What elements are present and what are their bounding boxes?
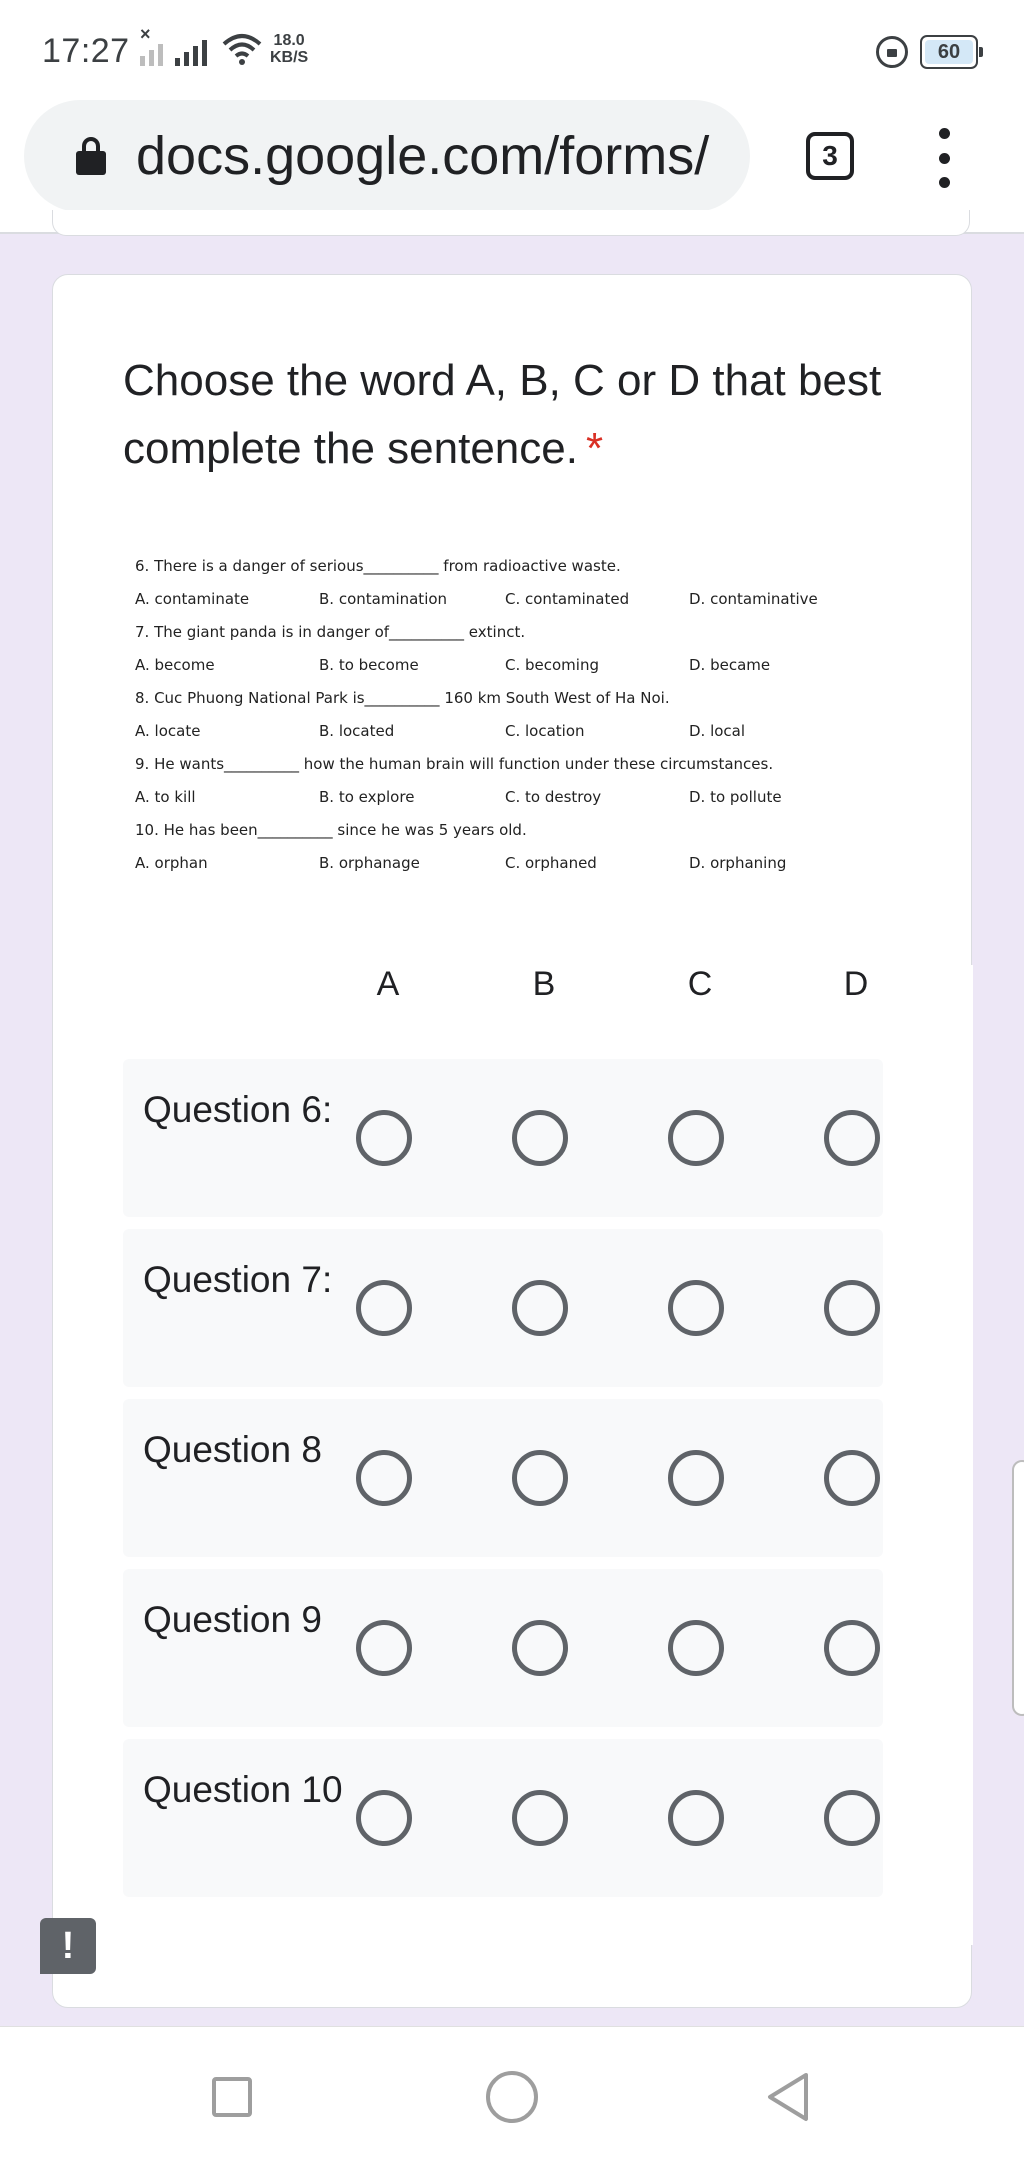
edge-panel-handle[interactable] (1012, 1460, 1024, 1716)
grid-row-question-10 (123, 1739, 883, 1897)
image-option: A. become (135, 656, 215, 674)
image-option: C. becoming (505, 656, 599, 674)
battery-icon (920, 35, 978, 69)
status-bar (0, 0, 1024, 92)
column-header-c: C (687, 965, 713, 1003)
image-option: A. contaminate (135, 590, 250, 608)
network-speed-unit: KB/S (270, 49, 309, 66)
radio-q9-a[interactable] (356, 1620, 412, 1676)
status-time: 17:27 (42, 32, 130, 70)
radio-q10-b[interactable] (512, 1790, 568, 1846)
image-option: C. to destroy (505, 788, 602, 806)
question-title-text: Choose the word A, B, C or D that best complete the sentence. (123, 356, 882, 473)
image-option: C. location (505, 722, 585, 740)
image-question-9: 9. He wants__________ how the human brain will function under these circumstances. (135, 755, 774, 773)
previous-card-edge (52, 210, 970, 236)
no-data-icon: × (140, 24, 151, 44)
image-options-6 (135, 590, 895, 612)
wifi-icon (222, 32, 262, 66)
radio-q6-d[interactable] (824, 1110, 880, 1166)
image-option: D. to pollute (689, 788, 782, 806)
image-options-9 (135, 788, 895, 810)
image-option: D. contaminative (689, 590, 818, 608)
image-option: A. orphan (135, 854, 208, 872)
image-option: B. to become (319, 656, 419, 674)
row-label: Question 6: (143, 1089, 333, 1130)
address-bar[interactable] (24, 100, 750, 212)
padlock-icon[interactable] (76, 137, 106, 175)
battery-level: 60 (937, 40, 961, 63)
radio-q6-a[interactable] (356, 1110, 412, 1166)
image-question-6: 6. There is a danger of serious__________ from radioactive waste. (135, 557, 621, 575)
rotation-lock-icon (876, 36, 908, 68)
radio-q7-d[interactable] (824, 1280, 880, 1336)
image-option: D. became (689, 656, 771, 674)
url-text[interactable]: docs.google.com/forms/ (136, 126, 710, 186)
radio-q10-a[interactable] (356, 1790, 412, 1846)
radio-q9-c[interactable] (668, 1620, 724, 1676)
image-option: B. orphanage (319, 854, 420, 872)
more-vert-icon[interactable] (930, 128, 958, 188)
image-question-7: 7. The giant panda is in danger of__________ extinct. (135, 623, 526, 641)
image-option: C. contaminated (505, 590, 630, 608)
row-label: Question 9 (143, 1599, 322, 1640)
radio-q8-b[interactable] (512, 1450, 568, 1506)
radio-q10-d[interactable] (824, 1790, 880, 1846)
radio-q8-c[interactable] (668, 1450, 724, 1506)
question-image (135, 557, 895, 897)
network-speed (270, 32, 308, 66)
image-option: A. to kill (135, 788, 196, 806)
scroll-fade (941, 965, 973, 1945)
radio-q9-b[interactable] (512, 1620, 568, 1676)
question-title (123, 347, 883, 483)
radio-q6-c[interactable] (668, 1110, 724, 1166)
row-label: Question 7: (143, 1259, 333, 1300)
image-option: D. orphaning (689, 854, 787, 872)
image-question-8: 8. Cuc Phuong National Park is__________ 160 km South West of Ha Noi. (135, 689, 670, 707)
radio-q10-c[interactable] (668, 1790, 724, 1846)
question-card (52, 274, 972, 2008)
column-header-b: B (532, 965, 556, 1003)
image-option: D. local (689, 722, 746, 740)
feedback-icon[interactable]: ! (40, 1918, 96, 1974)
image-option: B. contamination (319, 590, 448, 608)
grid-row-question-8 (123, 1399, 883, 1557)
radio-q7-b[interactable] (512, 1280, 568, 1336)
tab-switcher-button[interactable]: 3 (806, 132, 854, 180)
network-speed-value: 18.0 (273, 32, 305, 49)
image-option: A. locate (135, 722, 201, 740)
image-option: B. to explore (319, 788, 415, 806)
required-asterisk: * (585, 424, 604, 473)
triangle-back-icon[interactable] (764, 2071, 812, 2123)
column-header-a: A (376, 965, 400, 1003)
radio-q8-d[interactable] (824, 1450, 880, 1506)
radio-q7-a[interactable] (356, 1280, 412, 1336)
radio-q8-a[interactable] (356, 1450, 412, 1506)
image-options-8 (135, 722, 895, 744)
image-question-10: 10. He has been__________ since he was 5 years old. (135, 821, 527, 839)
image-option: C. orphaned (505, 854, 597, 872)
grid-row-question-7 (123, 1229, 883, 1387)
image-options-10 (135, 854, 895, 876)
row-label: Question 8 (143, 1429, 322, 1470)
signal-icon (140, 30, 207, 66)
row-label: Question 10 (143, 1769, 343, 1810)
grid-row-question-6 (123, 1059, 883, 1217)
image-options-7 (135, 656, 895, 678)
radio-q7-c[interactable] (668, 1280, 724, 1336)
radio-q6-b[interactable] (512, 1110, 568, 1166)
navigation-bar (0, 2026, 1024, 2162)
grid-row-question-9 (123, 1569, 883, 1727)
square-icon[interactable] (212, 2077, 252, 2117)
image-option: B. located (319, 722, 395, 740)
column-header-d: D (843, 965, 869, 1003)
radio-q9-d[interactable] (824, 1620, 880, 1676)
circle-icon[interactable] (486, 2071, 538, 2123)
